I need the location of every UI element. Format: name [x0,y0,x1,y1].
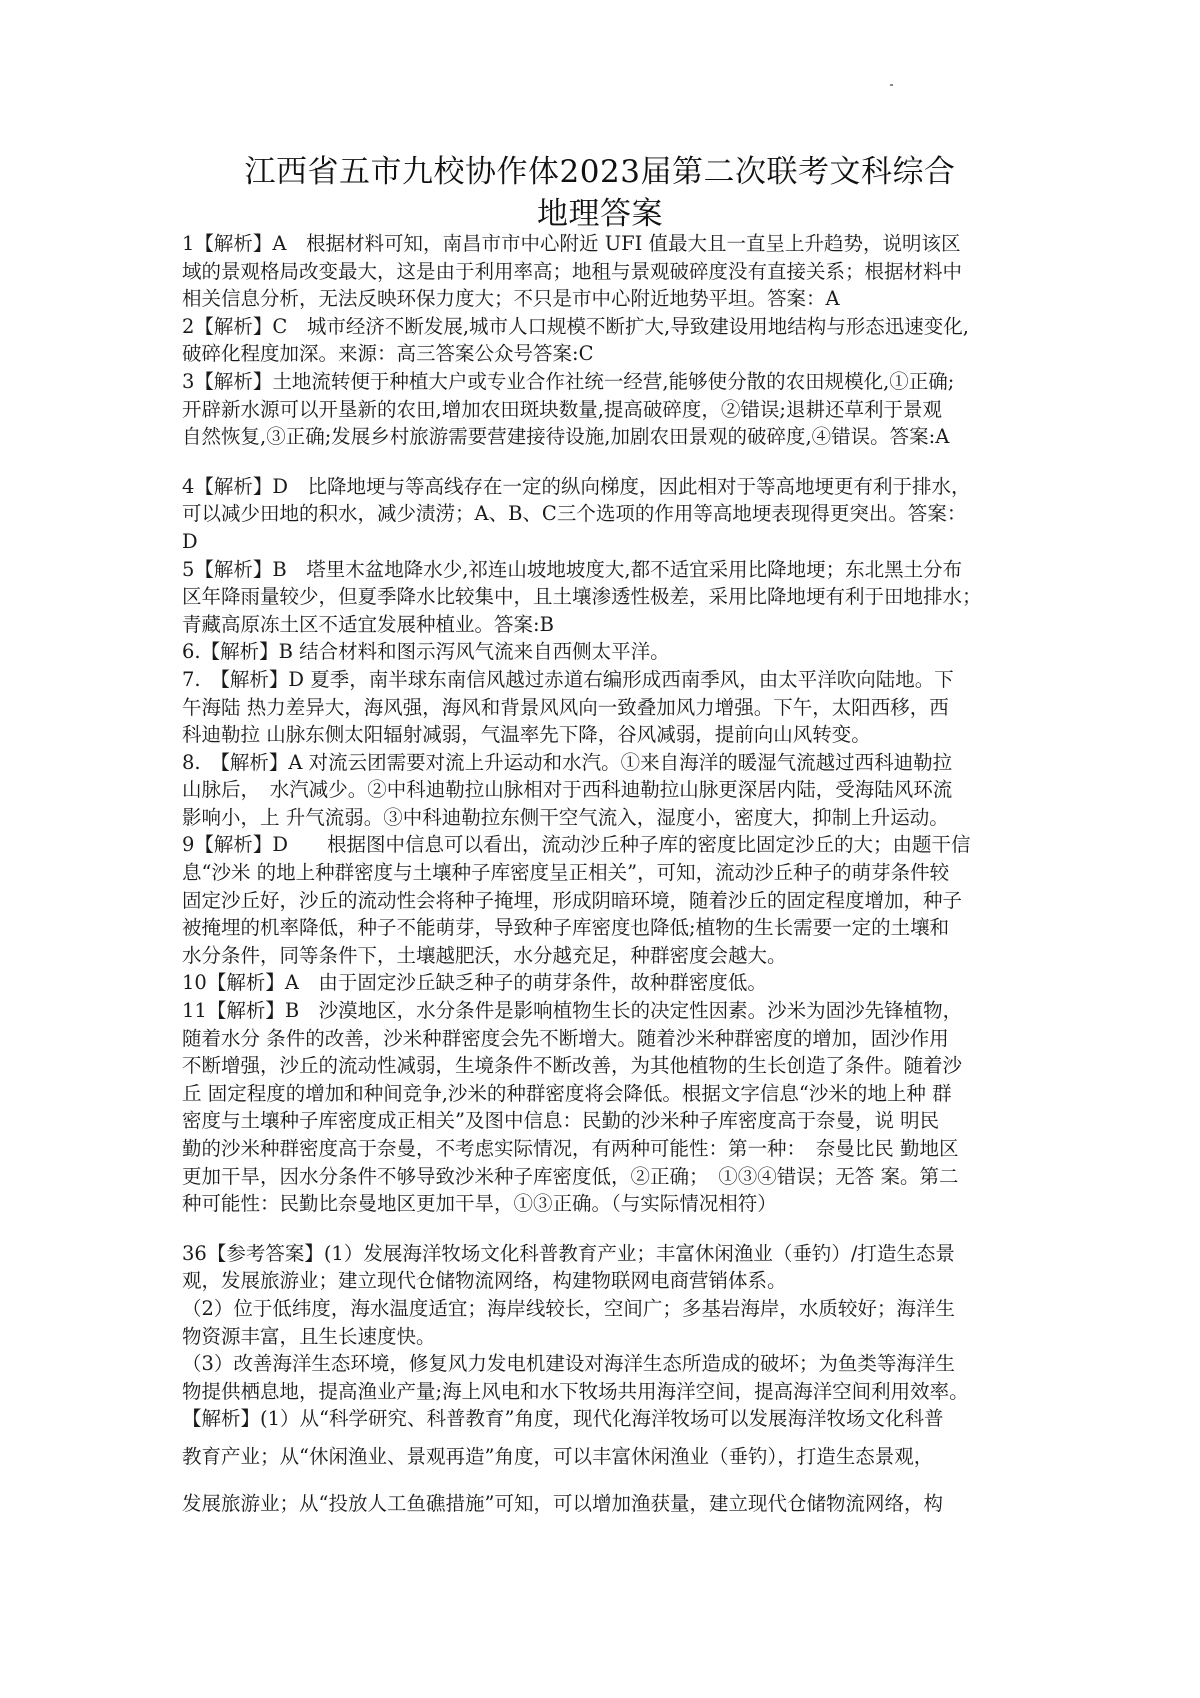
text-line: 水分条件，同等条件下，土壤越肥沃，水分越充足，种群密度会越大。 [182,943,787,967]
blank-gap [182,451,1032,473]
text-line: 被掩埋的机率降低，种子不能萌芽，导致种子库密度也降低;植物的生长需要一定的土壤和 [182,916,950,940]
answer-q2 [182,313,1032,368]
text-line: （3）改善海洋生态环境，修复风力发电机建设对海洋生态所造成的破坏；为鱼类等海洋生 [182,1352,955,1376]
text-line: 区年降雨量较少，但夏季降水比较集中，且土壤渗透性极差，采用比降地埂有利于田地排水； [182,585,982,609]
answer-q4 [182,473,1032,556]
text-line: 青藏高原冻土区不适宜发展种植业。答案:B [182,612,554,636]
text-line: 息“沙米 的地上种群密度与土壤种子库密度呈正相关”，可知，流动沙丘种子的萌芽条件较 [182,861,950,885]
text-line: 不断增强，沙丘的流动性减弱，生境条件不断改善，为其他植物的生长创造了条件。随着沙 [182,1054,963,1078]
answer-q5 [182,556,1032,639]
text-line: 物资源丰富，且生长速度快。 [182,1324,436,1348]
answer-q3 [182,368,1032,451]
text-line: 更加干旱，因水分条件不够导致沙米种子库密度低，②正确； ①③④错误；无答 案。第二 [182,1164,959,1188]
text-line: 发展旅游业；从“投放人工鱼礁措施”可知，可以增加渔获量，建立现代仓储物流网络，构 [182,1491,943,1515]
text-line: 影响小，上 升气流弱。③中科迪勒拉东侧干空气流入，湿度小，密度大，抑制上升运动。 [182,805,949,829]
text-line: 密度与土壤种子库密度成正相关”及图中信息：民勤的沙米种子库密度高于奈曼，说 明民 [182,1109,940,1133]
text-line: 【解析】(1）从“科学研究、科普教育”角度，现代化海洋牧场可以发展海洋牧场文化科普 [182,1407,944,1431]
text-line: 36【参考答案】(1）发展海洋牧场文化科普教育产业；丰富休闲渔业（垂钓）/打造生态景 [182,1241,955,1265]
text-line: 1【解析】A 根据材料可知，南昌市市中心附近 UFI 值最大且一直呈上升趋势，说明该区 [182,232,961,255]
text-line: 丘 固定程度的增加和种间竞争,沙米的种群密度将会降低。根据文字信息“沙米的地上种 群 [182,1081,952,1105]
text-line: 5【解析】B 塔里木盆地降水少,祁连山坡地坡度大,都不适宜采用比降地埂；东北黑土分布 [182,557,963,581]
text-line: 4【解析】D 比降地埂与等高线存在一定的纵向梯度，因此相对于等高地埂更有利于排水， [182,474,971,498]
answer-q9 [182,831,1032,969]
answer-q10 [182,969,1032,997]
answer-q8 [182,749,1032,832]
text-line: 勤的沙米种群密度高于奈曼，不考虑实际情况，有两种可能性：第一种： 奈曼比民 勤地区 [182,1137,959,1160]
text-line: 2【解析】C 城市经济不断发展,城市人口规模不断扩大,导致建设用地结构与形态迅速变化, [182,314,969,338]
answer-q1 [182,230,1032,313]
text-line: （2）位于低纬度，海水温度适宜；海岸线较长，空间广；多基岩海岸，水质较好；海洋生 [182,1296,955,1320]
text-line: 种可能性：民勤比奈曼地区更加干旱，①③正确。（与实际情况相符） [182,1192,777,1216]
text-line: 物提供栖息地，提高渔业产量;海上风电和水下牧场共用海洋空间，提高海洋空间利用效率。 [182,1379,969,1403]
answer-body [182,230,1032,1527]
answer-q36-continued [182,1433,1032,1527]
text-line: 7. 【解析】D 夏季，南半球东南信风越过赤道右编形成西南季风，由太平洋吹向陆地。下 [182,667,954,691]
text-line: D [182,529,198,553]
text-line: 6.【解析】B 结合材料和图示泻风气流来自西侧太平洋。 [182,640,670,664]
answer-q6 [182,638,1032,666]
scan-speck [890,84,893,86]
text-line: 相关信息分析，无法反映环保力度大；不只是市中心附近地势平坦。答案：A [182,287,840,311]
answer-q11 [182,997,1032,1218]
text-line: 山脉后， 水汽减少。②中科迪勒拉山脉相对于西科迪勒拉山脉更深居内陆，受海陆风环流 [182,778,953,802]
text-line: 8. 【解析】A 对流云团需要对流上升运动和水汽。①来自海洋的暖湿气流越过西科迪勒拉 [182,750,953,774]
text-line: 10【解析】A 由于固定沙丘缺乏种子的萌芽条件，故种群密度低。 [182,971,767,995]
text-line: 自然恢复,③正确;发展乡村旅游需要营建接待设施,加剧农田景观的破碎度,④错误。答案:A [182,425,950,449]
text-line: 11【解析】B 沙漠地区，水分条件是影响植物生长的决定性因素。沙米为固沙先锋植物， [182,999,963,1023]
text-line: 破碎化程度加深。来源：高三答案公众号答案:C [182,342,594,366]
text-line: 3【解析】土地流转便于种植大户或专业合作社统一经营,能够使分散的农田规模化,①正确; [182,369,955,393]
text-line: 固定沙丘好，沙丘的流动性会将种子掩埋，形成阴暗环境，随着沙丘的固定程度增加，种子 [182,888,963,912]
text-line: 域的景观格局改变最大，这是由于利用率高；地租与景观破碎度没有直接关系；根据材料中 [182,259,963,283]
text-line: 午海陆 热力差异大，海风强，海风和背景风风向一致叠加风力增强。下午，太阳西移，西 [182,695,949,719]
text-line: 观，发展旅游业；建立现代仓储物流网络，构建物联网电商营销体系。 [182,1269,787,1293]
text-line: 开辟新水源可以开垦新的农田,增加农田斑块数量,提高破碎度，②错误;退耕还草利于景观 [182,397,942,421]
answer-q7 [182,666,1032,749]
text-line: 可以减少田地的积水，减少渍涝；A、B、C三个选项的作用等高地埂表现得更突出。答案： [182,502,967,526]
document-title: 江西省五市九校协作体2023届第二次联考文科综合 [244,154,956,190]
text-line: 科迪勒拉 山脉东侧太阳辐射减弱，气温率先下降，谷风减弱，提前向山风转变。 [182,723,871,747]
text-line: 9【解析】D 根据图中信息可以看出，流动沙丘种子库的密度比固定沙丘的大；由题干信 [182,833,971,857]
text-line: 教育产业；从“休闲渔业、景观再造”角度，可以丰富休闲渔业（垂钓），打造生态景观， [182,1444,934,1468]
blank-gap [182,1218,1032,1240]
document-subtitle: 地理答案 [537,196,663,232]
answer-q36 [182,1240,1032,1433]
text-line: 随着水分 条件的改善，沙米种群密度会先不断增大。随着沙米种群密度的增加，固沙作用 [182,1026,949,1050]
